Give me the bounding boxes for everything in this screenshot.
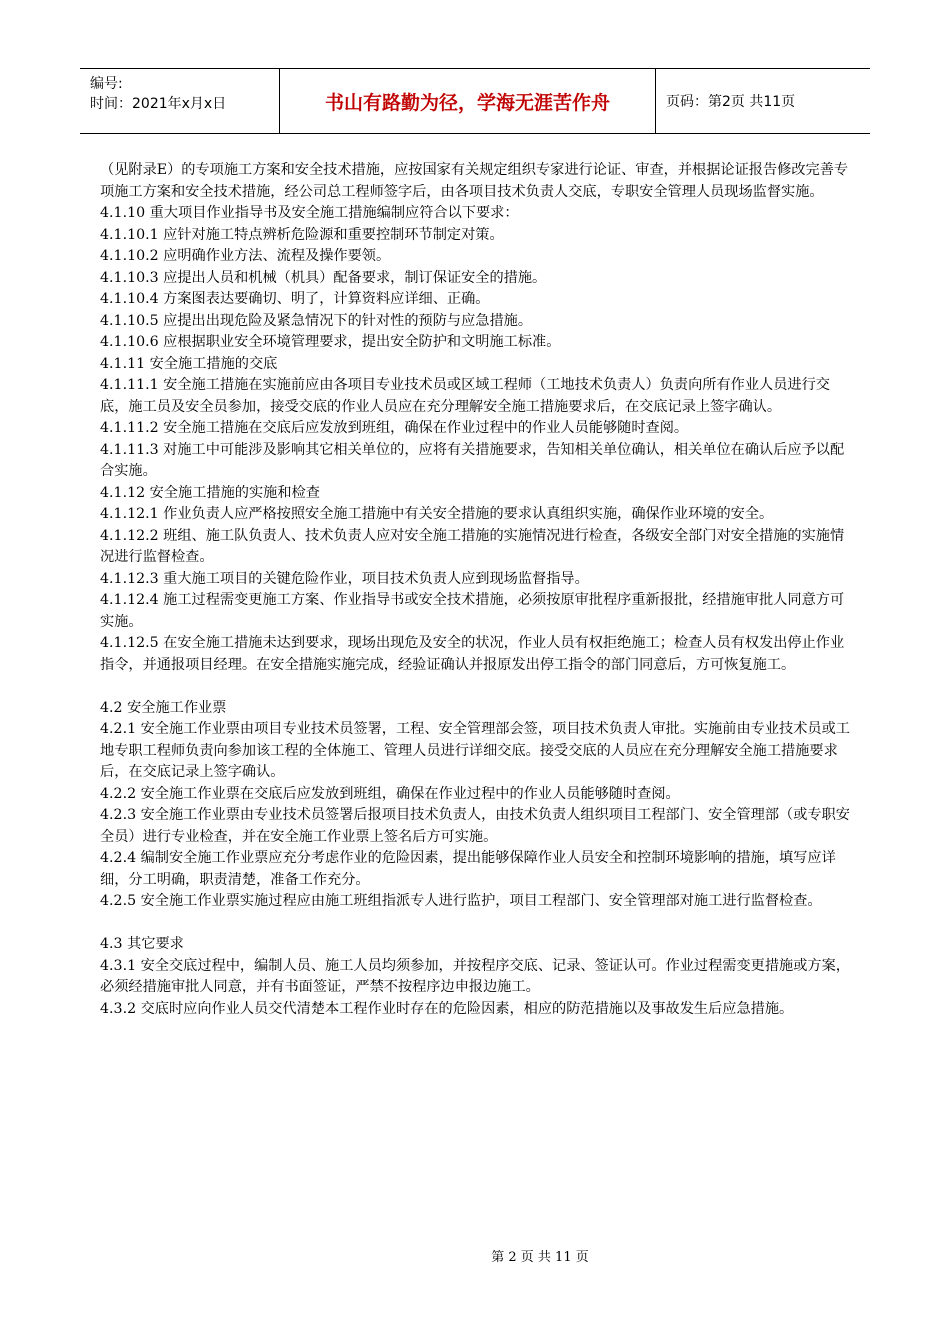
paragraph: 4.1.12.5 在安全施工措施未达到要求，现场出现危及安全的状况，作业人员有权拒绝施工；检查人员有权发出停止作业指令，并通报项目经理。在安全措施实施完成，经验证确认并报原发出停工指令的部门同意后，方可恢复施工。 xyxy=(100,635,845,673)
paragraph: 4.2.1 安全施工作业票由项目专业技术员签署，工程、安全管理部会签，项目技术负责人审批。实施前由专业技术员或工地专职工程师负责向参加该工程的全体施工、管理人员进行详细交底。接受交底的人员应在充分理解安全施工措施要求后，在交底记录上签字确认。 xyxy=(100,721,850,780)
paragraph: 4.1.12.1 作业负责人应严格按照安全施工措施中有关安全措施的要求认真组织实施，确保作业环境的安全。 xyxy=(100,506,774,522)
paragraph: 4.1.12.2 班组、施工队负责人、技术负责人应对安全施工措施的实施情况进行检查，各级安全部门对安全措施的实施情况进行监督检查。 xyxy=(100,527,845,565)
document-time: 时间：2021年x月x日 xyxy=(90,96,227,112)
page-header xyxy=(80,68,870,134)
document-body xyxy=(100,160,852,1020)
paragraph: 4.1.11 安全施工措施的交底 xyxy=(100,355,278,372)
paragraph: 4.2.3 安全施工作业票由专业技术员签署后报项目技术负责人，由技术负责人组织项目工程部门、安全管理部（或专职安全员）进行专业检查，并在安全施工作业票上签名后方可实施。 xyxy=(100,807,850,845)
paragraph: 4.3.1 安全交底过程中，编制人员、施工人员均须参加，并按程序交底、记录、签证认可。作业过程需变更措施或方案，必须经措施审批人同意，并有书面签证，严禁不按程序边申报边施工。 xyxy=(100,957,850,995)
paragraph: （见附录E）的专项施工方案和安全技术措施，应按国家有关规定组织专家进行论证、审查，并根据论证报告修改完善专项施工方案和安全技术措施，经公司总工程师签字后，由各项目技术负责人交底，专职安全管理人员现场监督实施。 xyxy=(100,162,849,200)
paragraph: 4.1.12.4 施工过程需变更施工方案、作业指导书或安全技术措施，必须按原审批程序重新报批，经措施审批人同意方可实施。 xyxy=(100,592,845,630)
paragraph: 4.1.12 安全施工措施的实施和检查 xyxy=(100,484,320,501)
paragraph: 4.1.11.3 对施工中可能涉及影响其它相关单位的，应将有关措施要求，告知相关单位确认，相关单位在确认后应予以配合实施。 xyxy=(100,441,845,479)
paragraph: 4.1.11.2 安全施工措施在交底后应发放到班组，确保在作业过程中的作业人员能够随时查阅。 xyxy=(100,420,689,436)
paragraph: 4.1.10.2 应明确作业方法、流程及操作要领。 xyxy=(100,248,391,264)
paragraph: 4.2.5 安全施工作业票实施过程应由施工班组指派专人进行监护，项目工程部门、安全管理部对施工进行监督检查。 xyxy=(100,893,822,909)
header-page-number: 页码：第2页 共11页 xyxy=(666,94,796,110)
paragraph: 4.3.2 交底时应向作业人员交代清楚本工程作业时存在的危险因素，相应的防范措施以及事故发生后应急措施。 xyxy=(100,1000,794,1017)
paragraph: 4.2 安全施工作业票 xyxy=(100,699,227,716)
paragraph-spacer xyxy=(100,913,852,935)
paragraph: 4.3 其它要求 xyxy=(100,936,184,952)
paragraph: 4.1.10.1 应针对施工特点辨析危险源和重要控制环节制定对策。 xyxy=(100,226,504,243)
paragraph: 4.1.10.3 应提出人员和机械（机具）配备要求，制订保证安全的措施。 xyxy=(100,269,547,286)
paragraph: 4.2.2 安全施工作业票在交底后应发放到班组，确保在作业过程中的作业人员能够随时查阅。 xyxy=(100,785,680,802)
paragraph: 4.2.4 编制安全施工作业票应充分考虑作业的危险因素，提出能够保障作业人员安全和控制环境影响的措施，填写应详细，分工明确，职责清楚，准备工作充分。 xyxy=(100,850,836,888)
paragraph: 4.1.10.4 方案图表达要确切、明了，计算资料应详细、正确。 xyxy=(100,291,490,307)
paragraph: 4.1.11.1 安全施工措施在实施前应由各项目专业技术员或区域工程师（工地技术负责人）负责向所有作业人员进行交底，施工员及安全员参加，接受交底的作业人员应在充分理解安全施工措施要求后，在交底记录上签字确认。 xyxy=(100,377,830,415)
document-code-label: 编号: xyxy=(90,76,123,92)
paragraph: 4.1.12.3 重大施工项目的关键危险作业，项目技术负责人应到现场监督指导。 xyxy=(100,570,589,587)
paragraph: 4.1.10.5 应提出出现危险及紧急情况下的针对性的预防与应急措施。 xyxy=(100,312,533,329)
paragraph: 4.1.10.6 应根据职业安全环境管理要求，提出安全防护和文明施工标准。 xyxy=(100,334,561,350)
page-footer: 第 2 页 共 11 页 xyxy=(491,1250,589,1265)
header-motto: 书山有路勤为径，学海无涯苦作舟 xyxy=(280,69,656,133)
paragraph: 4.1.10 重大项目作业指导书及安全施工措施编制应符合以下要求： xyxy=(100,205,519,221)
header-info xyxy=(80,69,280,133)
paragraph-spacer xyxy=(100,676,852,698)
